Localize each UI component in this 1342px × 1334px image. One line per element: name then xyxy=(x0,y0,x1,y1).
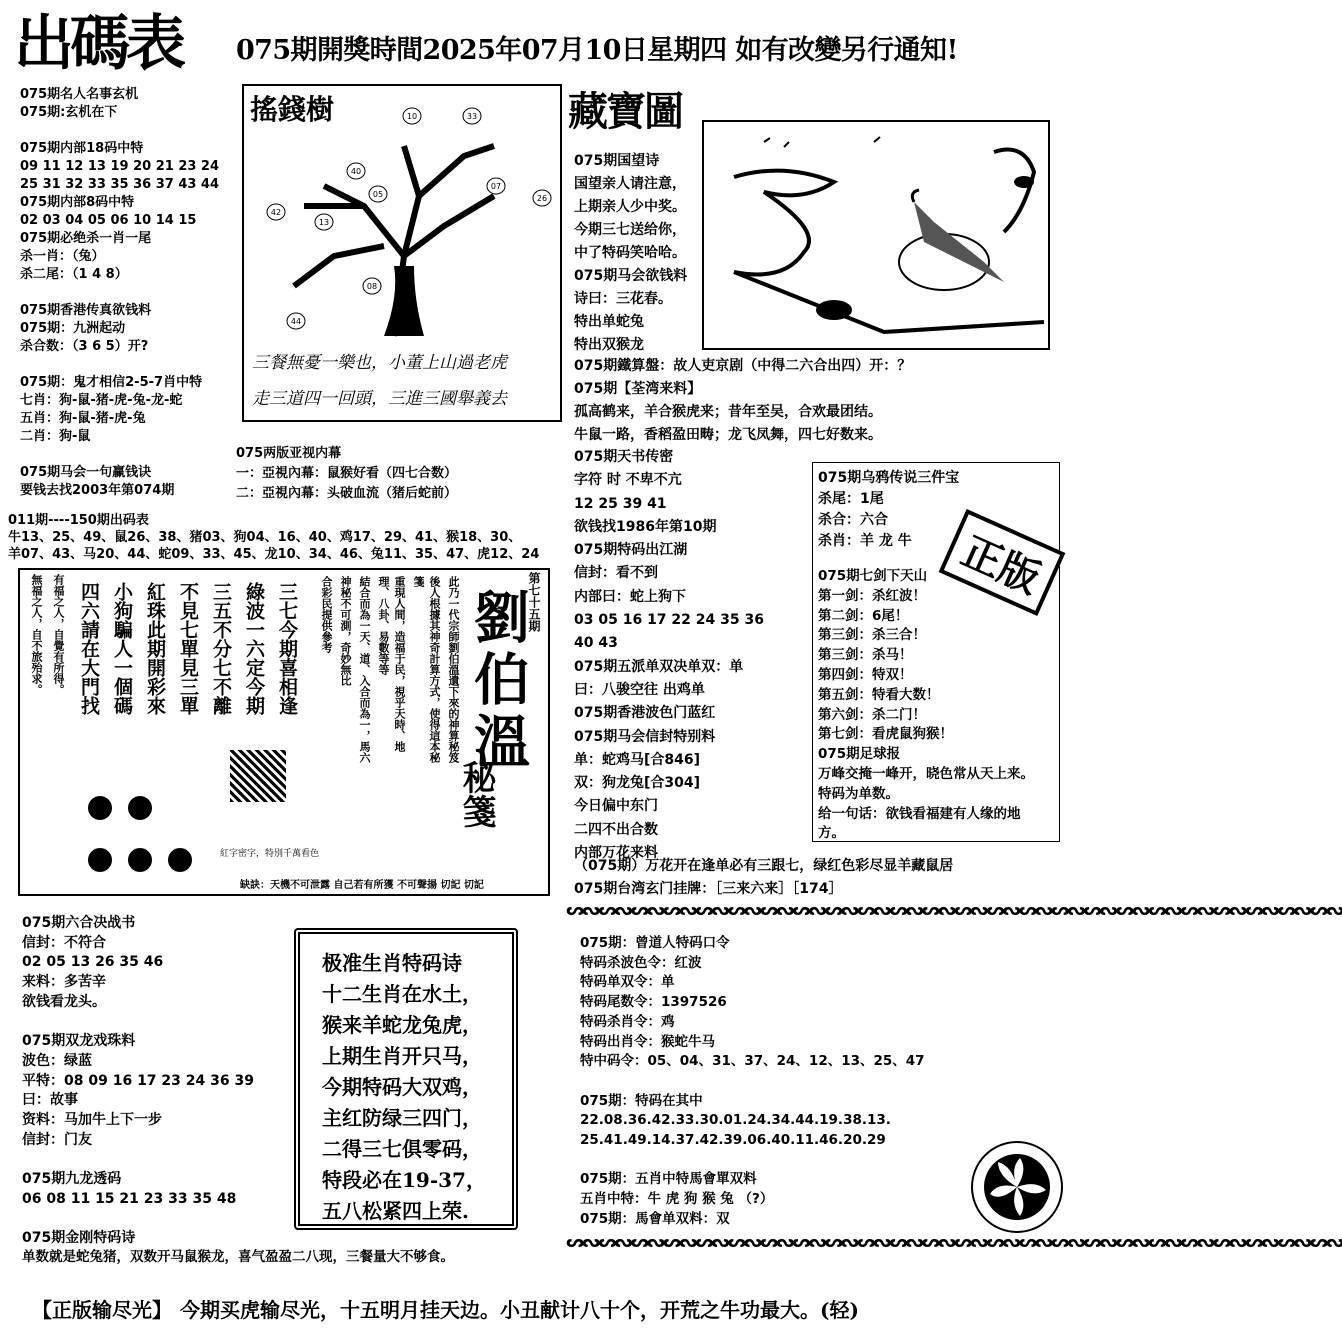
desc-column: 神秘不可測，奇妙無比 xyxy=(339,576,352,686)
zodiac-poem xyxy=(322,948,486,1227)
money-tree-panel xyxy=(242,84,562,422)
tree-verse-2: 走三道四一回頭，三進三國舉義去 xyxy=(252,389,507,409)
footer-label: 【正版输尽光】 xyxy=(32,1298,172,1322)
desc-column: 合彩民提供參考 xyxy=(320,576,333,653)
text-line: 075期马会欲钱料 xyxy=(574,268,688,284)
text-line: 12 25 39 41 xyxy=(574,495,667,512)
text-line: 杀二尾：（1 4 8） xyxy=(20,267,128,282)
left-top-column xyxy=(20,86,250,500)
liu-bowen-period: 第七十五期 xyxy=(527,572,541,632)
text-line xyxy=(22,1210,254,1230)
tree-number: 13 xyxy=(318,218,330,227)
text-line xyxy=(20,122,250,140)
tree-number: 26 xyxy=(536,194,548,203)
text-line: 075期天书传密 xyxy=(574,449,674,465)
text-line: 075期金刚特码诗 xyxy=(22,1230,136,1247)
text-line: 075期：特码在其中 xyxy=(580,1092,703,1109)
text-line: 075期九龙透码 xyxy=(22,1171,122,1188)
hk-tv-title: 075两版亚视内幕 xyxy=(236,446,342,461)
text-line: 万峰交掩一峰开，晓色常从天上来。 xyxy=(818,765,1034,782)
iron-abacus-lines xyxy=(574,355,911,447)
tree-number: 42 xyxy=(270,208,282,217)
verse-column: 紅珠此期開彩來 xyxy=(144,582,166,715)
text-line: 40 43 xyxy=(574,635,618,652)
text-line: 牛鼠一路，香稻盈田畴；龙飞凤舞，四七好数来。 xyxy=(574,427,882,443)
text-line: 075期:玄机在下 xyxy=(20,105,118,120)
zodiac-number-table xyxy=(8,512,539,563)
text-line: 09 11 12 13 19 20 21 23 24 xyxy=(20,159,220,174)
side-note: 有福之人，自覺有所得。 xyxy=(52,574,65,695)
liu-bowen-ornaments xyxy=(80,790,210,890)
text-line: 五肖：狗-鼠-猪-虎-兔 xyxy=(20,411,146,426)
text-line: 075期：馬會单双料：双 xyxy=(580,1210,730,1227)
text-line: 二肖：狗-鼠 xyxy=(20,429,91,444)
text-line: 第四剑：特双！ xyxy=(818,666,913,683)
text-line: 方。 xyxy=(818,825,845,842)
text-line: 诗曰：三花春。 xyxy=(574,291,672,307)
text-line: 22.08.36.42.33.30.01.24.34.44.19.38.13. xyxy=(580,1112,891,1129)
text-line: 特码单双令：单 xyxy=(580,974,675,991)
text-line: 杀尾：1尾 xyxy=(818,491,884,507)
text-line: 075期双龙戏珠料 xyxy=(22,1033,136,1050)
treasure-map-drawing xyxy=(704,122,1048,348)
text-line: 国望亲人请注意， xyxy=(574,176,686,192)
text-line: 杀一肖：（兔） xyxy=(20,249,105,264)
text-line: 信封：看不到 xyxy=(574,565,658,582)
text-line: 特中码令：05、04、31、37、24、12、13、25、47 xyxy=(580,1053,925,1070)
zeng-daoren-column xyxy=(580,934,925,1230)
poem-line: 特段必在19-37， xyxy=(322,1168,486,1192)
table-range-row-2: 羊07、43、马20、44、蛇09、33、45、龙10、34、46、兔11、35、47、虎12、24 xyxy=(8,547,540,562)
text-line: 075期六合决战书 xyxy=(22,915,136,931)
text-line: 075期七剑下天山 xyxy=(818,568,928,584)
verse-column: 小狗騙人一個碼 xyxy=(111,582,133,715)
text-line: 第七剑：看虎鼠狗猴！ xyxy=(818,726,953,743)
text-line: 075期香港传真欲钱料 xyxy=(20,303,152,318)
text-line: 075期：曾道人特码口令 xyxy=(580,935,730,951)
poem-line: 五八松紧四上荣. xyxy=(322,1199,469,1223)
text-line: 第二剑：6尾！ xyxy=(818,607,909,624)
poem-title: 极准生肖特码诗 xyxy=(322,951,462,975)
text-line: 特码尾数令：1397526 xyxy=(580,994,727,1011)
text-line: 02 05 13 26 35 46 xyxy=(22,954,164,971)
text-line: 特码杀波色令：红波 xyxy=(580,954,702,971)
hk-emblem xyxy=(970,1140,1064,1234)
text-line: 075期：九洲起动 xyxy=(20,321,126,336)
money-tree-title: 搖錢樹 xyxy=(250,93,335,126)
text-line: 075期名人名事玄机 xyxy=(20,87,139,102)
jingang-poem-line: 单数就是蛇兔猪，双数开马鼠猴龙，喜气盈盈二八现，三餐量大不够食。 xyxy=(22,1249,454,1265)
text-line: 平特：08 09 16 17 23 24 36 39 xyxy=(22,1072,254,1089)
text-line: 075期特码出江湖 xyxy=(574,542,688,559)
text-line xyxy=(20,356,250,374)
text-line: 特码出肖令：猴蛇牛马 xyxy=(580,1033,715,1050)
poem-line: 二得三七俱零码， xyxy=(322,1137,482,1161)
text-line: 欲钱看龙头。 xyxy=(22,993,106,1010)
text-line: 信封：不符合 xyxy=(22,934,106,951)
text-line: 资料：马加牛上下一步 xyxy=(22,1112,162,1129)
text-line: 二四不出合数 xyxy=(574,821,658,838)
text-line xyxy=(22,1013,254,1033)
verse-column: 綠波一六定今期 xyxy=(243,582,265,715)
poem-line: 主红防绿三四门， xyxy=(322,1106,482,1130)
tree-number: 44 xyxy=(290,317,302,326)
text-line: 特码杀肖令：鸡 xyxy=(580,1013,675,1030)
poem-line: 猴来羊蛇龙兔虎， xyxy=(322,1013,482,1037)
tree-number: 07 xyxy=(490,182,502,191)
verse-column: 不見七單見三單 xyxy=(177,582,199,715)
table-range-row-1: 牛13、25、49、鼠26、38、猪03、狗04、16、40、鸡17、29、41、猴18、30、 xyxy=(8,530,522,545)
money-tree-illustration xyxy=(244,86,560,336)
text-line: 06 08 11 15 21 23 33 35 48 xyxy=(22,1190,237,1207)
treasure-map-panel xyxy=(702,120,1050,350)
footer-text: 今期买虎输尽光，十五明月挂天边。小丑献计八十个，开荒之牛功最大。(轻) xyxy=(180,1298,859,1322)
text-line: 075期足球报 xyxy=(818,746,901,763)
liu-bowen-description xyxy=(318,576,461,766)
liu-bowen-photo xyxy=(230,750,286,802)
text-line: 02 03 04 05 06 10 14 15 xyxy=(20,213,197,228)
desc-column: 重現人間，造福于民，視乎天時、地理、八卦、易數等等 xyxy=(377,576,406,752)
seven-swords-column xyxy=(818,567,1034,844)
text-line: 杀肖：羊 龙 牛 xyxy=(818,533,912,549)
text-line: 075期马会一句赢钱诀 xyxy=(20,465,152,480)
text-line: 25 31 32 33 35 36 37 43 44 xyxy=(20,177,220,192)
text-line: 曰：八骏空往 出鸡单 xyxy=(574,681,705,698)
desc-column: 此乃一代宗師劉伯溫遺下來的神算秘笈 xyxy=(447,576,460,763)
wave-divider-bottom: ᔕᔓᔕᔓᔕᔓᔕᔓᔕᔓᔕᔓᔕᔓᔕᔓᔕᔓᔕᔓᔕᔓᔕᔓᔕᔓᔕᔓᔕᔓᔕᔓᔕᔓᔕᔓᔕᔓᔕᔓᔕᔓᔕᔓᔕᔓᔕᔓ xyxy=(566,1232,1342,1251)
logo: 出碼表 xyxy=(14,9,182,79)
text-line: 今日偏中东门 xyxy=(574,798,658,815)
text-line: 字符 时 不卑不亢 xyxy=(574,472,682,489)
desc-column: 後人根據其神奇計算方式，使得這本秘箋 xyxy=(412,576,441,763)
text-line: 075期香港波色门蓝红 xyxy=(574,705,716,722)
text-line: 内部曰：蛇上狗下 xyxy=(574,588,686,605)
text-line: 七肖：狗-鼠-猪-虎-兔-龙-蛇 xyxy=(20,393,183,408)
text-line: 第三剑：杀三合！ xyxy=(818,627,926,644)
text-line xyxy=(20,446,250,464)
text-line: 075期台湾玄门挂牌：［三来六来］［174］ xyxy=(574,881,843,897)
text-line: 波色：绿蓝 xyxy=(22,1052,92,1069)
text-line: 第六剑：杀二门！ xyxy=(818,706,926,723)
verse-column: 四六請在大門找 xyxy=(78,582,100,715)
side-note: 無福之人，自不旅殆求。 xyxy=(30,574,43,695)
text-line: 第五剑：特看大数！ xyxy=(818,686,940,703)
text-line: 第一剑：杀红波！ xyxy=(818,587,926,604)
liu-bowen-panel xyxy=(18,568,550,896)
liu-bowen-bottom-note: 紅字密字，特別千萬看色 xyxy=(220,849,320,859)
text-line: 单：蛇鸡马[合846] xyxy=(574,751,701,768)
text-line xyxy=(22,1150,254,1170)
text-line: 075期内部18码中特 xyxy=(20,141,144,156)
text-line: 五肖中特：牛 虎 狗 猴 兔 （?） xyxy=(580,1191,774,1208)
text-line: 曰：故事 xyxy=(22,1092,78,1109)
text-line: 特出单蛇兔 xyxy=(574,314,644,330)
text-line: 075期：五肖中特馬會單双料 xyxy=(580,1171,757,1188)
liu-bowen-side-notes xyxy=(28,574,66,874)
text-line: 075期乌鸦传说三件宝 xyxy=(818,470,960,486)
footer-line xyxy=(32,1294,859,1323)
text-line: 075期马会信封特别料 xyxy=(574,728,716,745)
hk-tv-block xyxy=(236,444,457,504)
verse-column: 三五不分七不離 xyxy=(210,582,232,715)
liu-bowen-sub: 秘箋 xyxy=(456,760,496,828)
tree-number: 40 xyxy=(350,167,362,176)
text-line: 来料：多苦辛 xyxy=(22,974,106,991)
text-line: 欲钱找1986年第10期 xyxy=(574,518,717,535)
text-line: 杀合：六合 xyxy=(818,512,888,528)
wave-divider-top: ᔕᔓᔕᔓᔕᔓᔕᔓᔕᔓᔕᔓᔕᔓᔕᔓᔕᔓᔕᔓᔕᔓᔕᔓᔕᔓᔕᔓᔕᔓᔕᔓᔕᔓᔕᔓᔕᔓᔕᔓᔕᔓᔕᔓᔕᔓᔕᔓ xyxy=(566,900,1342,919)
text-line xyxy=(20,284,250,302)
text-line: 信封：门友 xyxy=(22,1131,92,1148)
tree-number: 08 xyxy=(366,282,378,291)
authentic-stamp: 正版 xyxy=(939,509,1066,616)
text-line: 中了特码笑哈哈。 xyxy=(574,245,686,261)
text-line: 特码为单数。 xyxy=(818,785,899,802)
tree-number: 05 xyxy=(372,190,384,199)
text-line: 03 05 16 17 22 24 35 36 xyxy=(574,612,764,629)
text-line: 第三剑：杀马！ xyxy=(818,647,913,664)
text-line: 075期五派单双决单双：单 xyxy=(574,658,744,675)
national-hope-column xyxy=(574,150,687,357)
treasure-title: 藏寶圖 xyxy=(568,88,682,135)
text-line: 上期亲人少中奖。 xyxy=(574,199,686,215)
headline: 075期開獎時間2025年07月10日星期四 如有改變另行通知! xyxy=(236,35,958,66)
text-line: 要钱去找2003年第074期 xyxy=(20,483,175,498)
liu-bowen-footer: 缺訣：天機不可泄露 自己若有所獲 不可聲揚 切記 切記 xyxy=(240,880,484,891)
text-line: 075期鐵算盤：故人吏京剧（中得二六合出四）开：？ xyxy=(574,358,912,374)
tree-number: 10 xyxy=(406,112,418,121)
verse-column: 三七今期喜相逢 xyxy=(276,582,298,715)
text-line: （075期）万花开在逢单必有三跟七，绿红色彩尽显羊藏鼠居 xyxy=(574,858,954,874)
left-bottom-column xyxy=(22,914,254,1249)
text-line: 25.41.49.14.37.42.39.06.40.11.46.20.29 xyxy=(580,1132,886,1149)
text-line xyxy=(580,1151,925,1171)
hk-tv-line-2: 二：亞視內幕：头破血流（猪后蛇前） xyxy=(236,486,458,501)
text-line: 特出双猴龙 xyxy=(574,337,644,353)
poem-line: 上期生肖开只马， xyxy=(322,1044,482,1068)
text-line: 075期国望诗 xyxy=(574,153,660,169)
text-line: 今期三七送给你， xyxy=(574,222,686,238)
text-line: 075期必绝杀一肖一尾 xyxy=(20,231,152,246)
text-line: 075期【荃湾来料】 xyxy=(574,381,702,397)
liu-bowen-title: 劉伯溫 xyxy=(465,588,531,774)
text-line: 双：狗龙兔[合304] xyxy=(574,775,701,792)
text-line: 075期内部8码中特 xyxy=(20,195,135,210)
text-line: 内部万花来料 xyxy=(574,845,658,862)
tree-number: 33 xyxy=(466,112,478,121)
text-line: 孤高鹤来，羊合猴虎来；昔年至吴，合欢最团结。 xyxy=(574,404,882,420)
crow-legend xyxy=(818,468,959,552)
text-line: 给一句话：欲钱看福建有人缘的地 xyxy=(818,805,1021,822)
text-line xyxy=(580,1072,925,1092)
poem-line: 今期特码大双鸡， xyxy=(322,1075,482,1099)
poem-line: 十二生肖在水土， xyxy=(322,982,482,1006)
heaven-book-column xyxy=(574,446,764,865)
text-line: 杀合数：（3 6 5）开? xyxy=(20,339,149,354)
table-range-title: 011期----150期出码表 xyxy=(8,513,149,528)
desc-column: 結合而為一天、道、入合而為一，馬六 xyxy=(358,576,371,763)
wanhua-lines xyxy=(574,855,953,901)
text-line: 075期：鬼才相信2-5-7肖中特 xyxy=(20,375,203,390)
tree-verse-1: 三餐無憂一樂也，小董上山過老虎 xyxy=(252,353,507,373)
hk-tv-line-1: 一：亞視內幕：鼠猴好看（四七合数） xyxy=(236,466,458,481)
